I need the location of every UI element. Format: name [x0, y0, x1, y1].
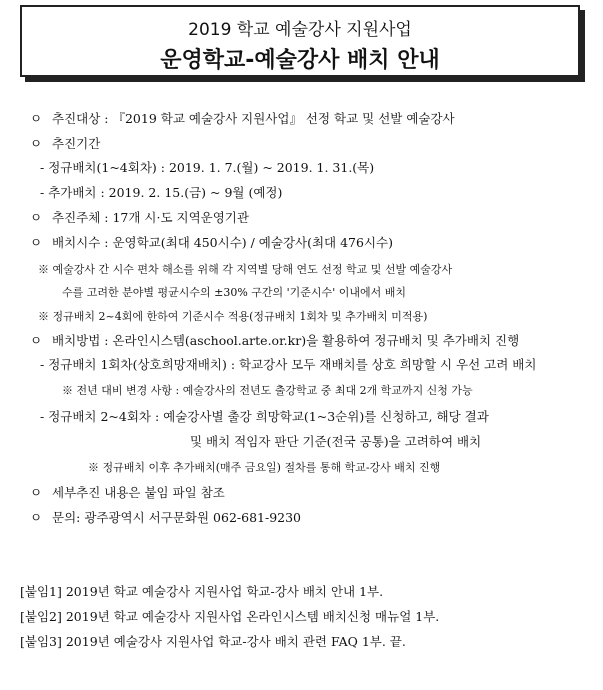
note-hours-1: ※ 예술강사 간 시수 편차 해소를 위해 각 지역별 당해 연도 선정 학교 및 선발 예술강사 [38, 263, 453, 276]
note-method-additional: ※ 정규배치 이후 추가배치(매주 금요일) 절차를 통해 학교-강사 배치 진행 [88, 461, 441, 474]
bullet-icon: ㅇ [30, 485, 43, 500]
item-organizer: ㅇ 추진주체 : 17개 시·도 지역운영기관 [30, 210, 249, 225]
document-title-line1: 2019 학교 예술강사 지원사업 [188, 20, 412, 40]
bullet-icon: ㅇ [30, 210, 43, 225]
bullet-icon: ㅇ [30, 136, 43, 151]
item-target: ㅇ 추진대상 : 『2019 학교 예술강사 지원사업』 선정 학교 및 선발 예술강사 [30, 111, 455, 126]
document-title: 운영학교-예술강사 배치 안내 [160, 48, 440, 73]
note-method-change: ※ 전년 대비 변경 사항 : 예술강사의 전년도 출강학교 중 최대 2개 학교까지 신청 가능 [62, 384, 473, 397]
attachment-3: [붙임3] 2019년 예술강사 지원사업 학교-강사 배치 관련 FAQ 1부. 끝. [20, 634, 406, 649]
attachment-2: [붙임2] 2019년 학교 예술강사 지원사업 온라인시스템 배치신청 매뉴얼 1부. [20, 609, 440, 624]
item-period: ㅇ 추진기간 [30, 136, 101, 151]
attachment-1: [붙임1] 2019년 학교 예술강사 지원사업 학교-강사 배치 안내 1부. [20, 584, 384, 599]
item-hours: ㅇ 배치시수 : 운영학교(최대 450시수) / 예술강사(최대 476시수) [30, 235, 393, 250]
item-method-round2-4: - 정규배치 2~4회차 : 예술강사별 출강 희망학교(1~3순위)를 신청하고, 해당 결과 [40, 409, 489, 424]
item-contact: ㅇ 문의: 광주광역시 서구문화원 062-681-9230 [30, 510, 302, 525]
bullet-icon: ㅇ [30, 111, 43, 126]
item-period-additional: - 추가배치 : 2019. 2. 15.(금) ~ 9월 (예정) [40, 185, 283, 200]
item-details: ㅇ 세부추진 내용은 붙임 파일 참조 [30, 485, 225, 500]
note-hours-2: 수를 고려한 분야별 평균시수의 ±30% 구간의 '기준시수' 이내에서 배치 [62, 286, 406, 299]
item-method-round1: - 정규배치 1회차(상호희망재배치) : 학교강사 모두 재배치를 상호 희망할 시 우선 고려 배치 [40, 357, 537, 372]
note-hours-3: ※ 정규배치 2~4회에 한하여 기준시수 적용(정규배치 1회차 및 추가배치 미적용) [38, 310, 428, 323]
item-method: ㅇ 배치방법 : 온라인시스템(aschool.arte.or.kr)을 활용하여 정규배치 및 추가배치 진행 [30, 333, 520, 348]
bullet-icon: ㅇ [30, 333, 43, 348]
title-box [20, 5, 580, 77]
item-method-round2-4-cont: 및 배치 적임자 판단 기준(전국 공통)을 고려하여 배치 [190, 434, 482, 449]
bullet-icon: ㅇ [30, 510, 43, 525]
item-period-regular: - 정규배치(1~4회차) : 2019. 1. 7.(월) ~ 2019. 1. 31.(목) [40, 160, 375, 175]
bullet-icon: ㅇ [30, 235, 43, 250]
